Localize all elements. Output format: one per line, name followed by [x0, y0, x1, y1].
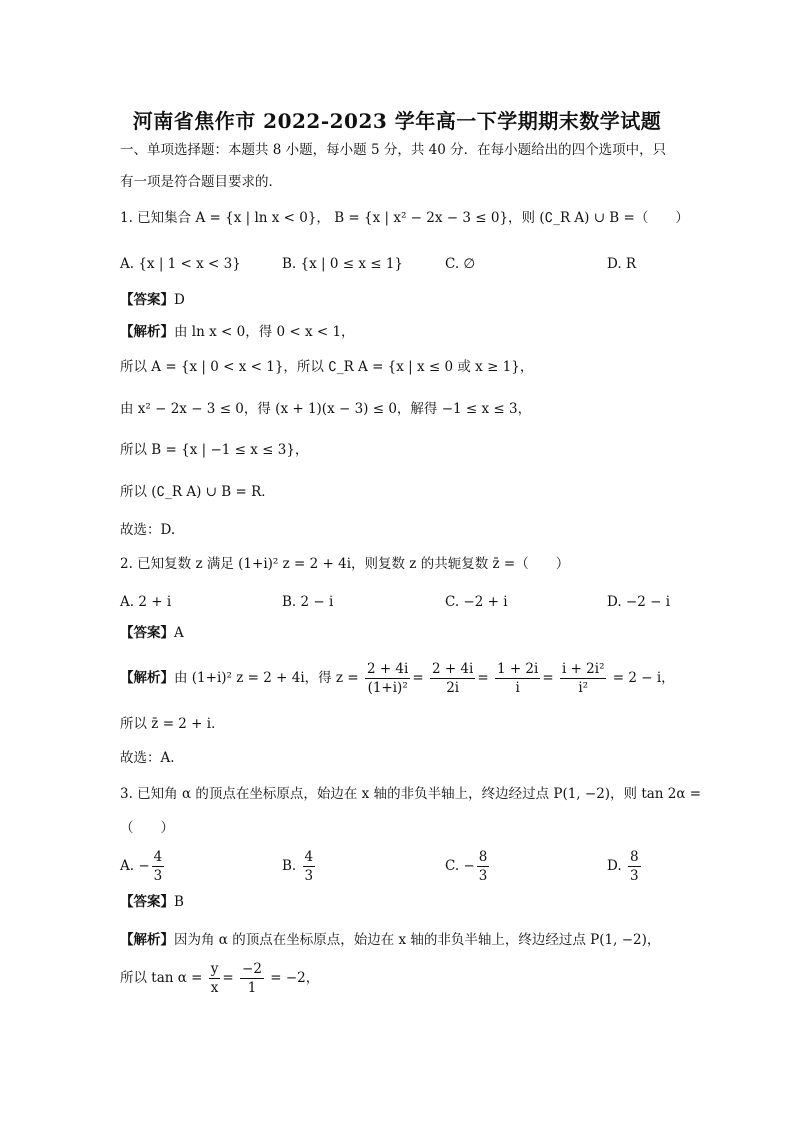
q3-option-a: [120, 848, 166, 885]
fraction: [628, 848, 641, 885]
option-label: B.: [282, 858, 297, 874]
q1-stem: 1. 已知集合 A = {x | ln x < 0}， B = {x | x² − 2x − 3 ≤ 0}，则 (∁_R A) ∪ B =（ ）: [120, 210, 689, 226]
q3-analysis-2: 所以 tan α = $\frac{y}{x}$ = $\frac{-2}{1}$ = −2，: [120, 961, 320, 996]
option-label: D.: [607, 858, 622, 874]
numerator: −2: [242, 961, 262, 977]
denominator: x: [210, 980, 219, 996]
q1-option-d: D. R: [607, 256, 637, 272]
denominator: 3: [304, 868, 314, 884]
numerator: i + 2i²: [561, 661, 605, 677]
denominator: 3: [478, 868, 488, 884]
q2-option-d: D. −2 − i: [607, 594, 671, 610]
q2-conclusion: 故选：A.: [120, 750, 175, 766]
q2-option-a: A. 2 + i: [120, 594, 172, 610]
q3-stem-2: （ ）: [120, 820, 174, 836]
q1-analysis-5: 所以 (∁_R A) ∪ B = R．: [120, 484, 275, 500]
fraction: [152, 848, 165, 885]
q1-conclusion: 故选：D.: [120, 522, 176, 538]
denominator: i: [515, 680, 520, 696]
numerator: 8: [478, 849, 488, 865]
q3-answer: [120, 892, 184, 912]
q3-analysis: [120, 930, 660, 950]
analysis-tag: 【解析】: [120, 932, 174, 948]
q1-analysis-4: 所以 B = {x | −1 ≤ x ≤ 3}，: [120, 442, 309, 458]
option-sign: −: [463, 858, 475, 874]
numerator: y: [210, 961, 219, 977]
numerator: 8: [629, 849, 639, 865]
analysis-text: 由 (1+i)² z = 2 + 4i，得 z =: [174, 670, 359, 686]
denominator: i²: [578, 680, 589, 696]
q1-analysis-2: 所以 A = {x | 0 < x < 1}，所以 ∁_R A = {x | x ≤ 0 或 x ≥ 1}，: [120, 359, 534, 375]
section-heading-line2: 有一项是符合题目要求的．: [120, 174, 282, 190]
q3-option-b: [282, 848, 317, 885]
analysis-tag: 【解析】: [120, 670, 174, 686]
q1-option-b: B. {x | 0 ≤ x ≤ 1}: [282, 256, 404, 272]
fraction: [560, 660, 607, 697]
numerator: 2 + 4i: [431, 661, 474, 677]
analysis-tag: 【解析】: [120, 324, 174, 340]
analysis-result: = 2 − i，: [612, 670, 675, 686]
numerator: 4: [304, 849, 314, 865]
q2-option-c: C. −2 + i: [445, 594, 508, 610]
denominator: 1: [247, 980, 257, 996]
denominator: 2i: [446, 680, 460, 696]
answer-tag: 【答案】: [120, 894, 174, 910]
option-label: C.: [445, 858, 460, 874]
fraction: [477, 848, 490, 885]
fraction: [303, 848, 316, 885]
tan-suffix: = −2，: [270, 970, 320, 986]
option-sign: −: [138, 858, 150, 874]
q3-option-d: [607, 848, 643, 885]
q3-stem: 3. 已知角 α 的顶点在坐标原点，始边在 x 轴的非负半轴上，终边经过点 P(1, −2)，则 tan 2α =: [120, 786, 702, 802]
answer-value: D: [174, 292, 185, 308]
q1-option-c: C. ∅: [445, 256, 476, 272]
fraction: [365, 660, 410, 697]
q1-answer: [120, 290, 185, 310]
q2-answer: [120, 623, 184, 643]
answer-tag: 【答案】: [120, 292, 174, 308]
denominator: 3: [629, 868, 639, 884]
q2-stem: 2. 已知复数 z 满足 (1+i)² z = 2 + 4i，则复数 z 的共轭复数 z̄ =（ ）: [120, 556, 570, 572]
numerator: 4: [153, 849, 163, 865]
fraction: [240, 960, 264, 997]
tan-prefix: 所以 tan α =: [120, 970, 203, 986]
denominator: (1+i)²: [367, 680, 408, 696]
analysis-text: 因为角 α 的顶点在坐标原点，始边在 x 轴的非负半轴上，终边经过点 P(1, −2)，: [174, 932, 661, 948]
q1-analysis-3: 由 x² − 2x − 3 ≤ 0，得 (x + 1)(x − 3) ≤ 0，解得 −1 ≤ x ≤ 3，: [120, 401, 532, 417]
answer-tag: 【答案】: [120, 625, 174, 641]
q1-option-a: A. {x | 1 < x < 3}: [120, 256, 241, 272]
answer-value: A: [174, 625, 184, 641]
fraction: [495, 660, 540, 697]
q3-option-c: [445, 848, 491, 885]
denominator: 3: [153, 868, 163, 884]
numerator: 1 + 2i: [496, 661, 539, 677]
answer-value: B: [174, 894, 184, 910]
section-heading-line1: 一、单项选择题：本题共 8 小题，每小题 5 分，共 40 分．在每小题给出的四个选项中，只: [120, 142, 667, 158]
numerator: 2 + 4i: [366, 661, 409, 677]
q2-option-b: B. 2 − i: [282, 594, 334, 610]
q2-analysis-2: 所以 z̄ = 2 + i．: [120, 716, 225, 732]
option-label: A.: [120, 858, 135, 874]
fraction: [430, 660, 475, 697]
fraction: [209, 960, 221, 997]
q2-analysis: 【解析】由 (1+i)² z = 2 + 4i，得 z = $\frac{2 + 4i}{\text{(1+i)²}}$ = $\frac{2 + 4i}{2i}$ = $\frac{1 + 2i}{i}$ = $\frac{\text{i + 2i²}}{\text{i²}}$ = 2 − i，: [120, 661, 675, 696]
page-title: 河南省焦作市 2022-2023 学年高一下学期期末数学试题: [132, 109, 662, 133]
q1-analysis-1: [120, 322, 355, 342]
analysis-text: 由 ln x < 0，得 0 < x < 1，: [174, 324, 355, 340]
